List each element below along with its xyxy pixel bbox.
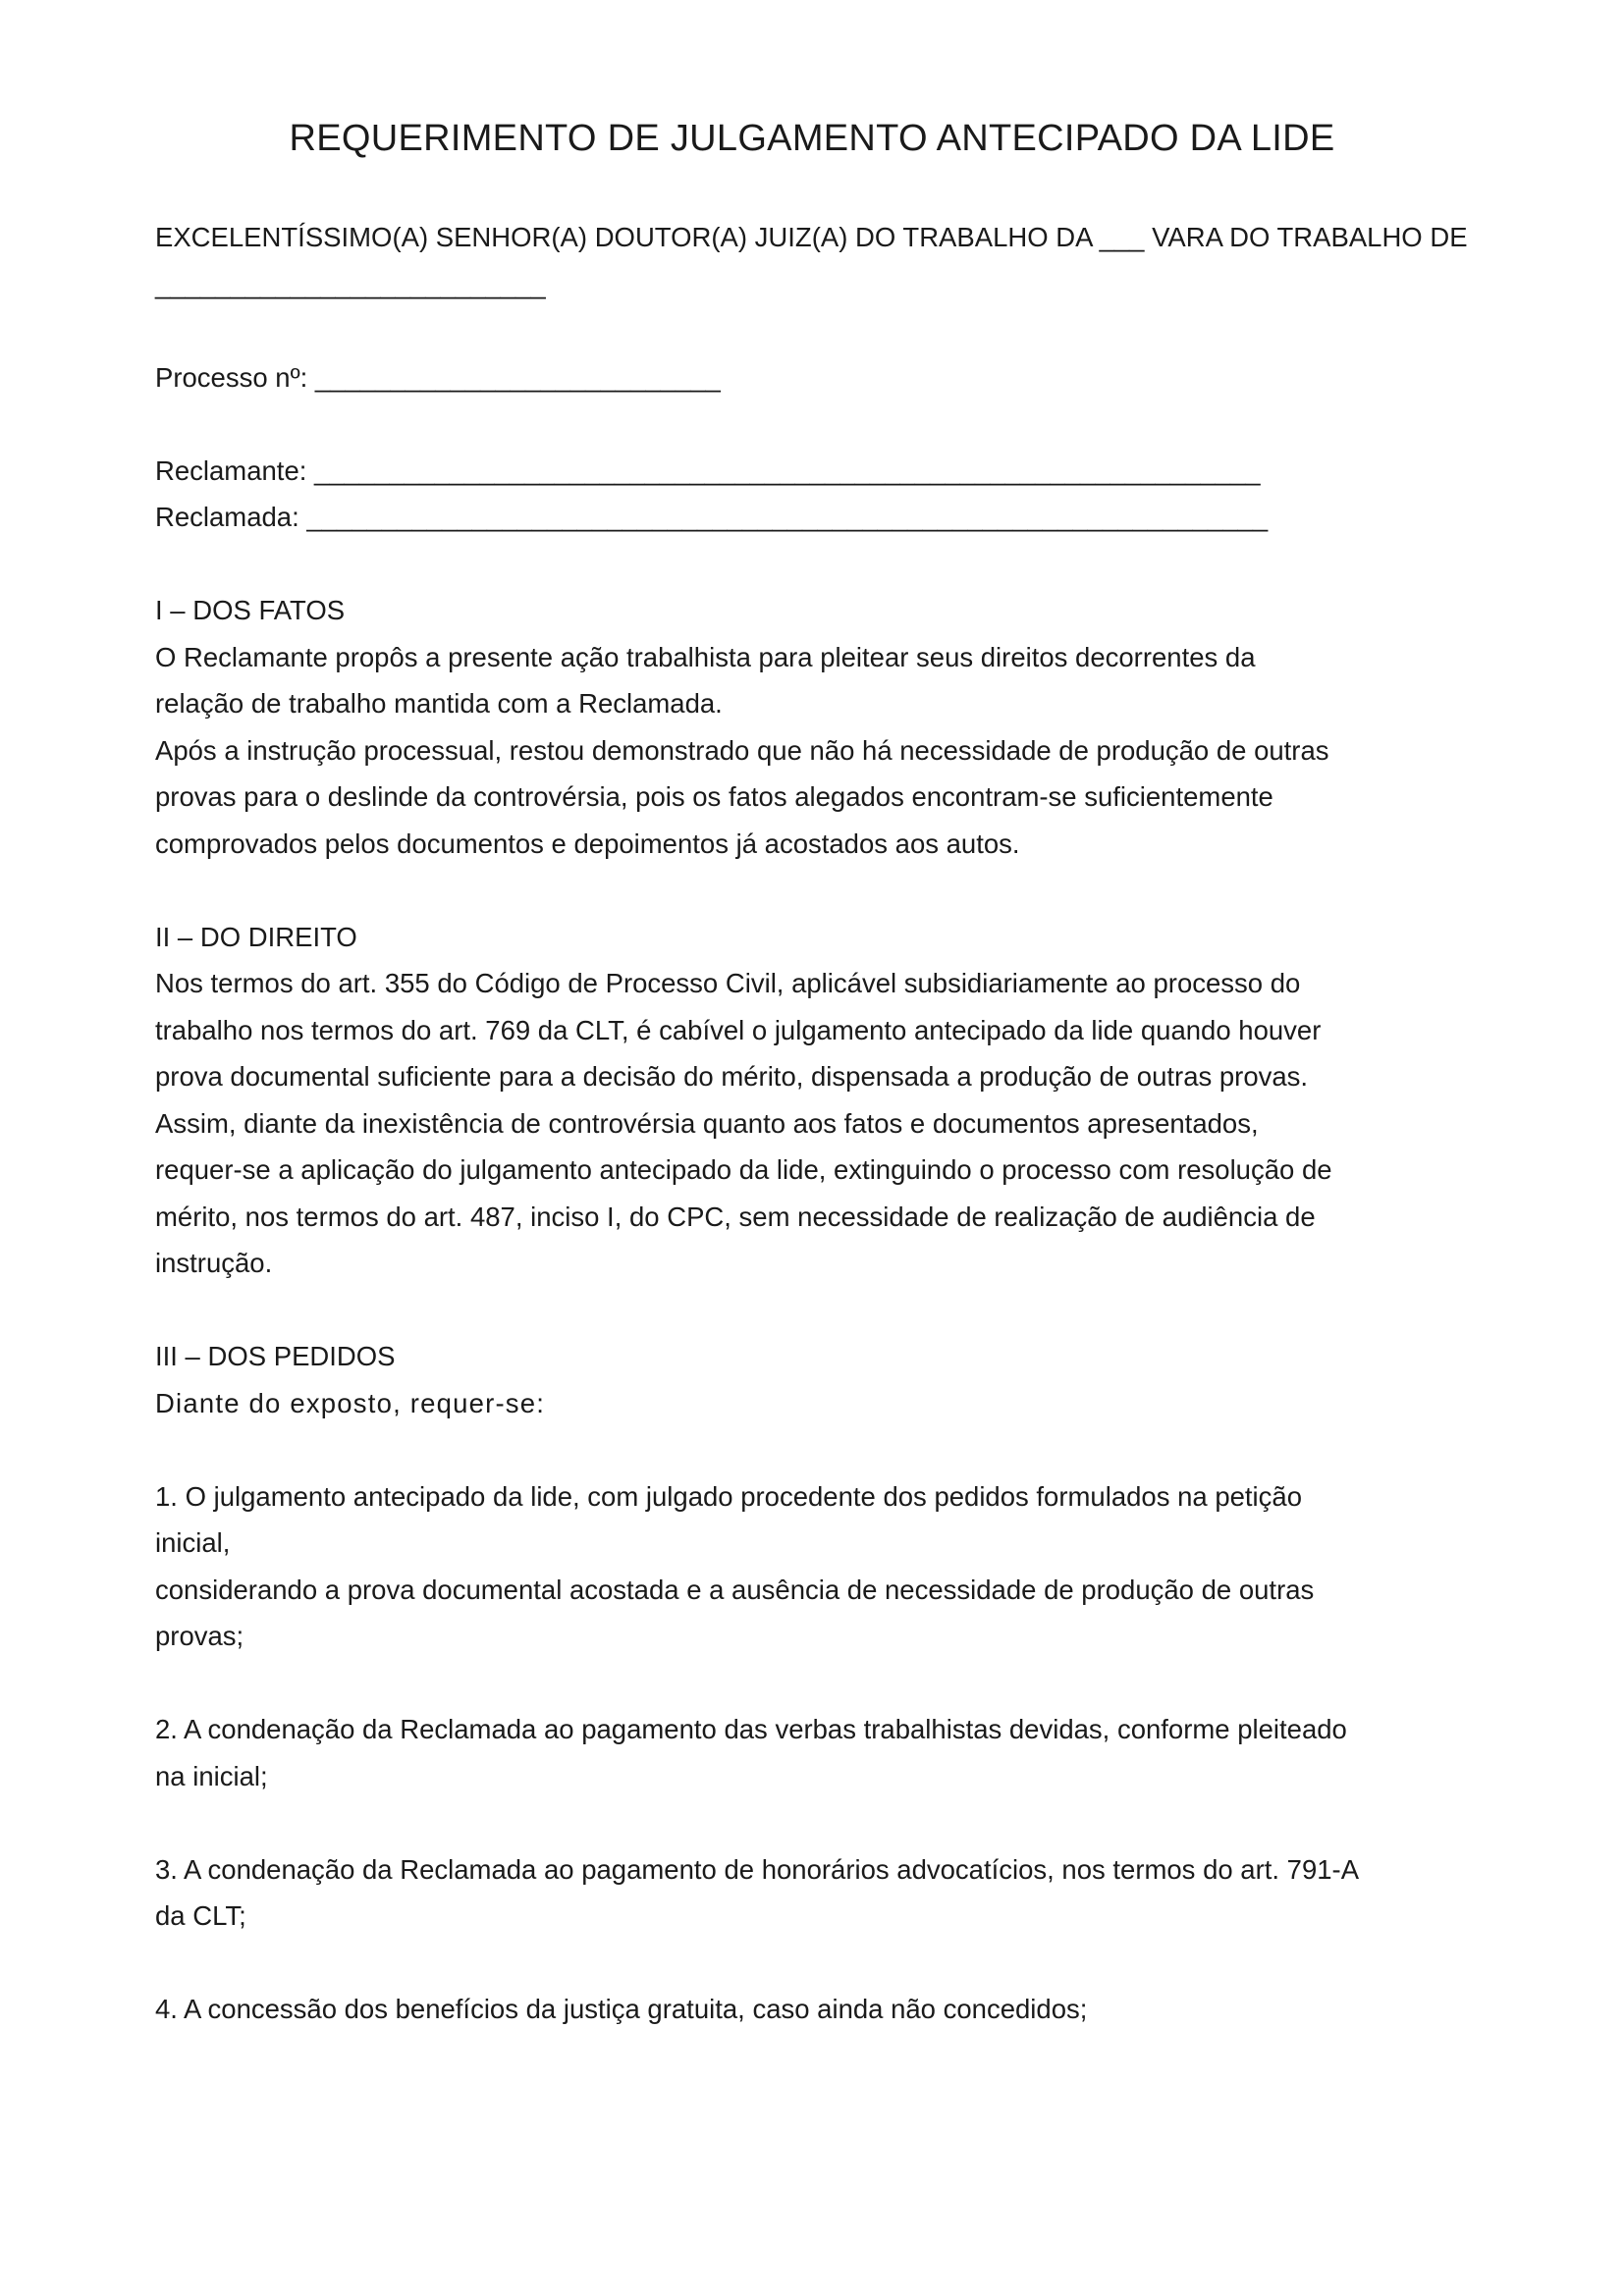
direito-paragraph-line: prova documental suficiente para a decisão do mérito, dispensada a produção de outras provas. xyxy=(155,1061,1309,1092)
fatos-paragraph-line: Após a instrução processual, restou demonstrado que não há necessidade de produção de outras xyxy=(155,734,1329,766)
pedido-item-1-line: considerando a prova documental acostada e a ausência de necessidade de produção de outras xyxy=(155,1574,1315,1605)
direito-paragraph-line: mérito, nos termos do art. 487, inciso I, do CPC, sem necessidade de realização de audiência de xyxy=(155,1201,1316,1232)
pedido-item-2-line: 2. A condenação da Reclamada ao pagamento das verbas trabalhistas devidas, conforme pleiteado xyxy=(155,1714,1347,1744)
direito-paragraph-line: Assim, diante da inexistência de controvérsia quanto aos fatos e documentos apresentados, xyxy=(155,1107,1259,1139)
fatos-paragraph-line: comprovados pelos documentos e depoimentos já acostados aos autos. xyxy=(155,828,1020,859)
section-heading-direito: II – DO DIREITO xyxy=(155,921,357,952)
processo-field: Processo nº: ___________________________ xyxy=(155,361,721,393)
reclamada-field: Reclamada: ________________________________________________________________ xyxy=(155,502,1269,532)
direito-paragraph-line: requer-se a aplicação do julgamento antecipado da lide, extinguindo o processo com resolução de xyxy=(155,1154,1332,1185)
reclamante-field: Reclamante: _______________________________________________________________ xyxy=(155,454,1261,486)
pedidos-intro: Diante do exposto, requer-se: xyxy=(155,1387,546,1418)
direito-paragraph-line: Nos termos do art. 355 do Código de Processo Civil, aplicável subsidiariamente ao processo do xyxy=(155,968,1301,998)
pedido-item-3-line: da CLT; xyxy=(155,1900,246,1931)
pedido-item-4-line: 4. A concessão dos benefícios da justiça gratuita, caso ainda não concedidos; xyxy=(155,1994,1088,2024)
pedido-item-3-line: 3. A condenação da Reclamada ao pagamento de honorários advocatícios, nos termos do art. 791-A xyxy=(155,1853,1360,1885)
document-body xyxy=(155,214,1549,2033)
court-address-blank: __________________________ xyxy=(155,268,546,299)
direito-paragraph-line: instrução. xyxy=(155,1248,273,1278)
pedido-item-1-line: 1. O julgamento antecipado da lide, com julgado procedente dos pedidos formulados na petição xyxy=(155,1480,1302,1512)
pedido-item-2-line: na inicial; xyxy=(155,1760,268,1791)
court-address-line: EXCELENTÍSSIMO(A) SENHOR(A) DOUTOR(A) JUIZ(A) DO TRABALHO DA ___ VARA DO TRABALHO DE xyxy=(155,222,1468,252)
fatos-paragraph-line: provas para o deslinde da controvérsia, pois os fatos alegados encontram-se suficientemente xyxy=(155,781,1273,812)
fatos-paragraph-line: O Reclamante propôs a presente ação trabalhista para pleitear seus direitos decorrentes da xyxy=(155,641,1256,672)
section-heading-fatos: I – DOS FATOS xyxy=(155,595,346,625)
pedido-item-1-line: provas; xyxy=(155,1621,244,1651)
fatos-paragraph-line: relação de trabalho mantida com a Reclamada. xyxy=(155,688,723,719)
document-title: REQUERIMENTO DE JULGAMENTO ANTECIPADO DA LIDE xyxy=(289,118,1335,159)
direito-paragraph-line: trabalho nos termos do art. 769 da CLT, é cabível o julgamento antecipado da lide quando houver xyxy=(155,1014,1322,1045)
pedido-item-1-line: inicial, xyxy=(155,1527,231,1558)
section-heading-pedidos: III – DOS PEDIDOS xyxy=(155,1341,396,1371)
